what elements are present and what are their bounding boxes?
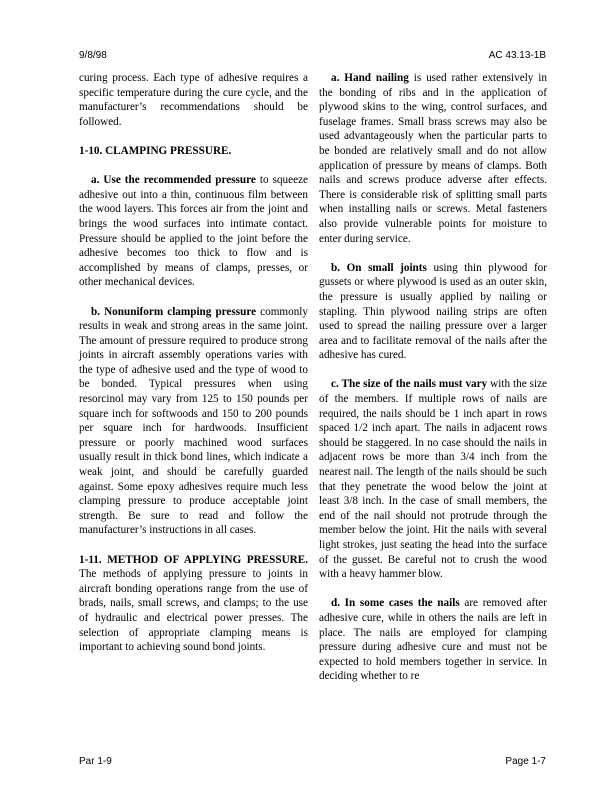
paragraph-1-11-d (319, 596, 547, 684)
paragraph-1-11-a-text: is used rather extensively in the bonding of ribs and in the application of plywood skins to the wing, control surfaces, and fuselage frames. Small brass screws may also be used advantageously when the particular parts to be bonded are relatively small and do not allow application of pressure by means of clamps. Both nails and screws produce adverse after effects. There is considerable risk of splitting small parts when installing nails or screws. Metal fasteners also provide vulnerable points for moisture to enter during service. (319, 72, 547, 245)
section-1-11-heading: 1-11. METHOD OF APPLYING PRESSURE. (79, 553, 308, 566)
footer-page-number: Page 1-7 (505, 756, 546, 767)
paragraph-1-11-b (319, 261, 547, 363)
paragraph-1-11-c-lead: c. The size of the nails must vary (331, 378, 488, 391)
paragraph-1-10-b-text: commonly results in weak and strong areas in the same joint. The amount of pressure required to produce strong joints in aircraft assembly operations varies with the type of adhesive used and the type of wood to be bonded. Typical pressures when using resorcinol may vary from 125 to 150 pounds per square inch for softwoods and 150 to 200 pounds per square inch for hardwoods. Insufficient pressure or poorly machined wood surfaces usually result in thick bond lines, which indicate a weak joint, and should be carefully guarded against. Some epoxy adhesives require much less clamping pressure to produce acceptable joint strength. Be sure to read and follow the manufacturer’s instructions in all cases. (79, 305, 308, 537)
paragraph-1-11-c-text: with the size of the members. If multiple rows of nails are required, the nails should be 1 inch apart in rows spaced 1/2 inch apart. The nails in adjacent rows should be staggered. In no case should the nails in adjacent rows be more than 3/4 inch from the nearest nail. The length of the nails should be such that they penetrate the wood below the joint at least 3/8 inch. In the case of small members, the end of the nail should not protrude through the member below the joint. Hit the nails with several light strokes, just seating the head into the surface of the gusset. Be careful not to crush the wood with a heavy hammer blow. (319, 378, 548, 581)
paragraph-1-11-b-text: using thin plywood for gussets or where plywood is used as an outer skin, the pressure is usually applied by nailing or stapling. Thin plywood nailing strips are often used to spread the nailing pressure over a larger area and to facilitate removal of the nails after the adhesive has cured. (319, 261, 548, 362)
header-doc-id: AC 43.13-1B (488, 50, 546, 61)
section-1-11 (79, 553, 308, 655)
left-column (79, 71, 308, 669)
paragraph-1-11-c (319, 377, 547, 581)
paragraph-1-10-a (79, 173, 308, 290)
intro-paragraph: curing process. Each type of adhesive requires a specific temperature during the cure cycle, and the manufacturer’s recommendations should be followed. (79, 72, 308, 128)
footer-paragraph-ref: Par 1-9 (79, 756, 112, 767)
paragraph-1-11-a (319, 71, 547, 246)
paragraph-1-10-a-lead: a. Use the recommended pressure (91, 174, 256, 187)
paragraph-1-11-d-text: are removed after adhesive cure, while in others the nails are left in place. The nails are employed for clamping pressure during adhesive cure and must not be expected to hold members together in service. In deciding whether to re (319, 597, 547, 683)
paragraph-1-10-b-lead: b. Nonuniform clamping pressure (91, 305, 257, 318)
paragraph-1-11-d-lead: d. In some cases the nails (331, 597, 460, 610)
paragraph-1-11-b-lead: b. On small joints (331, 261, 427, 274)
header-date: 9/8/98 (79, 50, 107, 61)
section-1-11-text: The methods of applying pressure to joints in aircraft bonding operations range from the use of brads, nails, small screws, and clamps; to the use of hydraulic and electrical power presses. The selection of appropriate clamping means is important to achieving sound bond joints. (79, 568, 308, 654)
right-column (319, 71, 547, 699)
section-1-10-heading: 1-10. CLAMPING PRESSURE. (79, 144, 232, 157)
paragraph-1-11-a-lead: a. Hand nailing (331, 72, 409, 84)
paragraph-1-10-b (79, 305, 308, 539)
paragraph-1-10-a-text: to squeeze adhesive out into a thin, continuous film between the wood layers. This forces air from the joint and brings the wood surfaces into intimate contact. Pressure should be applied to the joint before the adhesive becomes too thick to flow and is accomplished by means of clamps, presses, or other mechanical devices. (79, 174, 308, 289)
